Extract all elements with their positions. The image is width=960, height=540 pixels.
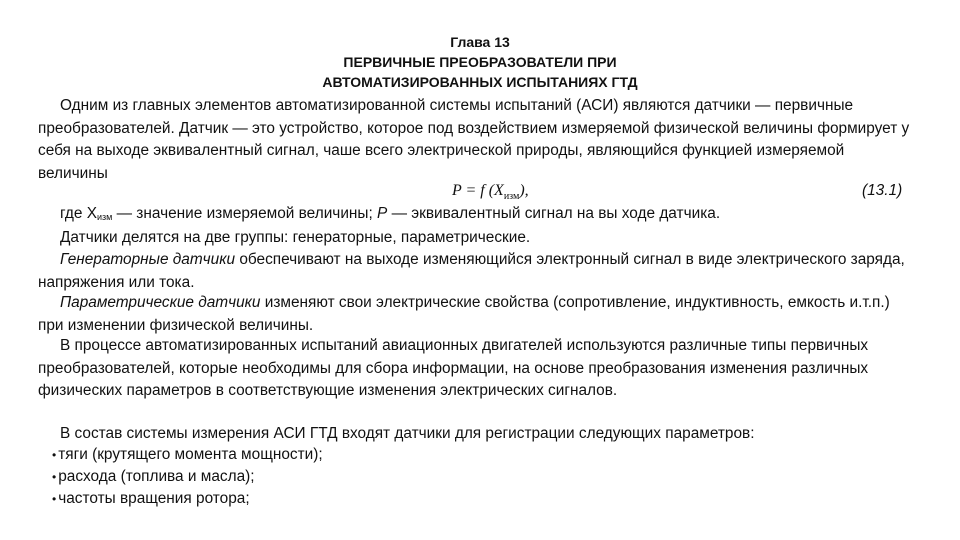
formula-rhs: ), [519,182,529,199]
equation-number: (13.1) [862,182,903,199]
generator-sensors-text: обеспечивают на выходе изменяющийся электронный сигнал в виде электрического заряда, напряжения или тока. [38,251,905,291]
list-item [52,466,255,488]
generator-sensors-paragraph [38,249,918,294]
formula-subscript: изм [503,191,520,203]
process-paragraph: В процессе автоматизированных испытаний авиационных двигателей используются различные типы первичных преобразователей, которые необходимы для сбора информации, на основе преобразования изменения различных физических параметров в соответствующие изменения электрических сигналов. [38,337,869,400]
bullet-icon: • [52,470,57,484]
where-middle: — значение измеряемой величины; [112,205,378,222]
where-prefix: где Х [60,205,98,222]
list-item-text: частоты вращения ротора; [58,490,250,507]
bullet-icon: • [52,448,57,462]
where-paragraph [38,203,918,229]
list-item-text: расхода (топлива и масла); [58,468,255,485]
where-subscript: изм [97,212,113,222]
formula-lhs: P = f (X [452,182,504,199]
where-symbol: P [377,205,388,222]
list-item [52,488,250,510]
bullet-icon: • [52,492,57,506]
list-item [52,444,323,466]
generator-sensors-term: Генераторные датчики [60,251,236,268]
chapter-title-line-2: АВТОМАТИЗИРОВАННЫХ ИСПЫТАНИЯХ ГТД [322,74,638,90]
parametric-sensors-paragraph [38,292,918,337]
parametric-sensors-term: Параметрические датчики [60,294,261,311]
parametric-sensors-text: изменяют свои электрические свойства (сопротивление, индуктивность, емкость и.т.п.) при изменении физической величины. [38,294,890,334]
list-item-text: тяги (крутящего момента мощности); [58,446,323,463]
groups-paragraph: Датчики делятся на две группы: генераторные, параметрические. [60,229,531,246]
formula-row [0,180,960,204]
intro-paragraph: Одним из главных элементов автоматизированной системы испытаний (АСИ) являются датчики — первичные преобразователей. Датчик — это устройство, которое под воздействием измеряемой физической величины формирует у себя на выходе эквивалентный сигнал, чаше всего электрической природы, являющийся функцией измеряемой величины [38,97,910,182]
chapter-title-line-1: ПЕРВИЧНЫЕ ПРЕОБРАЗОВАТЕЛИ ПРИ [343,54,617,70]
where-suffix: — эквивалентный сигнал на вы ходе датчика. [387,205,721,222]
chapter-number: Глава 13 [450,34,510,50]
system-paragraph: В состав системы измерения АСИ ГТД входят датчики для регистрации следующих параметров: [60,425,755,442]
